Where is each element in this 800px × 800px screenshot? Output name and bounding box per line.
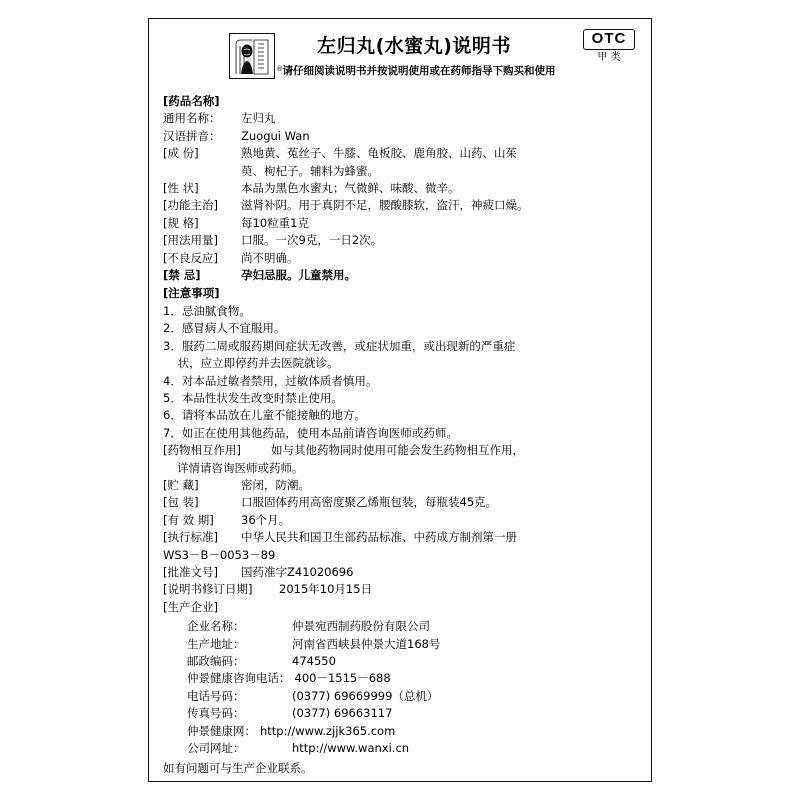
list-item: 2．感冒病人不宜服用。 [163,321,286,336]
field-row [163,232,637,249]
company-value: 河南省西峡县仲景大道168号 [292,636,441,651]
field-value: 口服固体药用高密度聚乙烯瓶包装，每瓶装45克。 [241,495,498,510]
field-row-cont [163,163,637,180]
company-value: 400－1515－688 [294,671,391,686]
field-label: [执行标准] [163,530,218,545]
registered-mark: ® [276,65,283,73]
field-value: 萸、枸杞子。辅料为蜂蜜。 [241,163,379,178]
field-value: 36个月。 [241,512,291,527]
otc-badge [583,29,635,64]
field-value: 孕妇忌服。儿童禁用。 [241,268,356,283]
field-label: [包 装] [163,495,199,510]
field-label: [药物相互作用] [163,443,241,458]
field-row [163,442,637,459]
list-item: 1．忌油腻食物。 [163,303,251,318]
field-value: WS3－B－0053－89 [163,547,276,562]
field-label: [禁 忌] [163,268,201,283]
field-value: 国药准字Z41020696 [241,564,354,579]
company-label: 仲景健康咨询电话： [187,671,291,686]
company-value: http://www.wanxi.cn [292,741,410,756]
field-value: 详情请咨询医师或药师。 [177,460,304,475]
insert-body [163,93,637,778]
insert-header [163,29,637,91]
field-row [163,180,637,197]
company-value: (0377) 69669999（总机） [292,688,439,703]
field-row [163,215,637,232]
list-item: 6．请将本品放在儿童不能接触的地方。 [163,408,366,423]
company-label: 仲景健康网： [187,723,256,738]
field-label: [性 状] [163,181,199,196]
field-label: [贮 藏] [163,477,199,492]
field-label: [成 份] [163,146,199,161]
field-label: 汉语拼音： [163,128,221,143]
field-value: 密闭，防潮。 [241,477,310,492]
field-row [163,110,637,127]
page-subtitle: 请仔细阅读说明书并按说明使用或在药师指导下购买和使用 [282,65,556,77]
field-label: [不良反应] [163,250,218,265]
field-row [163,529,637,546]
company-row [187,653,637,670]
field-row-cont [163,460,637,477]
field-row [163,93,637,110]
notice-heading: [注意事项] [163,286,220,301]
field-value: 每10粒重1克 [241,215,309,230]
company-label: 电话号码： [187,688,245,703]
field-label: [批准文号] [163,564,218,579]
field-value: 如与其他药物同时使用可能会发生药物相互作用， [271,443,524,458]
company-value: (0377) 69663117 [292,706,393,721]
company-row [187,688,637,705]
company-value: 仲景宛西制药股份有限公司 [292,619,430,634]
field-label: [规 格] [163,215,199,230]
company-row [187,670,637,687]
field-value: 左归丸 [241,111,276,126]
field-value: 口服。一次9克，一日2次。 [241,233,383,248]
field-row [163,494,637,511]
field-row-cont [163,547,637,564]
field-row [163,564,637,581]
field-row [163,128,637,145]
footer-note: 如有问题可与生产企业联系。 [163,761,313,776]
company-row [187,618,637,635]
company-row [187,636,637,653]
list-item: 7．如正在使用其他药品，使用本品前请咨询医师或药师。 [163,425,458,440]
field-value: 滋肾补阴。用于真阴不足，腰酸膝软，盗汗，神疲口燥。 [241,198,529,213]
company-label: 邮政编码： [187,654,245,668]
field-value: 尚不明确。 [241,250,299,265]
company-label: 企业名称： [187,619,245,634]
field-row [163,599,637,616]
company-value: 474550 [292,654,336,668]
field-row [163,477,637,494]
company-info [187,618,637,757]
field-row [163,581,637,598]
field-row [163,267,637,284]
field-label: [生产企业] [163,599,218,614]
company-label: 传真号码： [187,706,245,721]
field-label: [有 效 期] [163,512,214,527]
field-label: [功能主治] [163,198,218,213]
field-value: 中华人民共和国卫生部药品标准、中药成方制剂第一册 [241,530,517,545]
notice-list [163,303,637,442]
field-value: 熟地黄、菟丝子、牛膝、龟板胶、鹿角胶、山药、山茱 [241,146,517,161]
field-row [163,197,637,214]
company-row [187,705,637,722]
company-label: 公司网址： [187,741,245,756]
list-item: 状，应立即停药并去医院就诊。 [163,356,339,371]
company-value: http://www.zjjk365.com [260,723,396,738]
list-item: 4．对本品过敏者禁用，过敏体质者慎用。 [163,373,378,388]
field-label: [药品名称] [163,94,220,108]
field-row [163,250,637,267]
field-row [163,512,637,529]
company-row [187,723,637,740]
field-value: 本品为黑色水蜜丸；气微鲜、味酸、微辛。 [241,181,460,196]
list-item: 5．本品性状发生改变时禁止使用。 [163,390,343,405]
otc-class-label: 甲 类 [597,52,621,63]
field-label: 通用名称： [163,111,221,126]
field-value: Zuogui Wan [241,128,310,143]
field-row [163,145,637,162]
field-label: [用法用量] [163,233,218,248]
otc-label: OTC [583,29,635,50]
company-label: 生产地址： [187,636,245,651]
field-value: 2015年10月15日 [279,582,373,597]
list-item: 3．服药二周或服药期间症状无改善，或症状加重，或出现新的严重症 [163,338,516,353]
drug-insert-page [148,18,652,782]
page-title: 左归丸(水蜜丸)说明书 [317,35,511,57]
field-label: [说明书修订日期] [163,582,253,597]
company-row [187,740,637,757]
